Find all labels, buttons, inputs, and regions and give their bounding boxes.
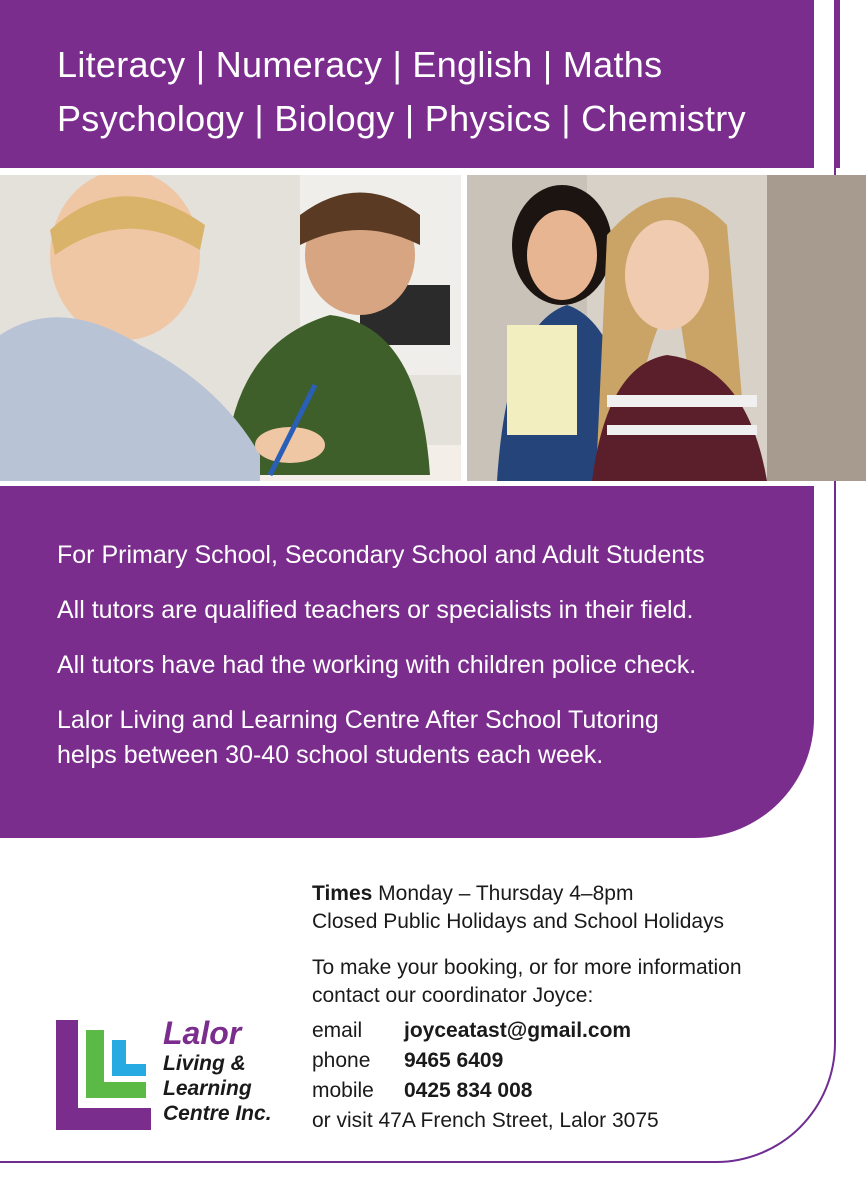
subjects-line-2: Psychology | Biology | Physics | Chemistry: [57, 98, 746, 139]
subjects-line-1: Literacy | Numeracy | English | Maths: [57, 44, 663, 85]
students-helped-line-1: Lalor Living and Learning Centre After School Tutoring: [57, 706, 659, 734]
mobile-label: mobile: [312, 1079, 374, 1102]
info-banner: [0, 486, 814, 838]
subjects-banner: [0, 0, 814, 168]
phone-row: [312, 1046, 792, 1076]
booking-text-1: To make your booking, or for more information: [312, 956, 742, 979]
photo-boys-studying-illustration: [0, 175, 461, 481]
mobile-value[interactable]: 0425 834 008: [404, 1079, 533, 1102]
mobile-row: [312, 1076, 792, 1106]
booking-text-2: contact our coordinator Joyce:: [312, 984, 594, 1007]
times-label: Times: [312, 882, 373, 905]
visit-address: or visit 47A French Street, Lalor 3075: [312, 1109, 659, 1132]
email-row: [312, 1016, 792, 1046]
photo-girls-smiling: [467, 175, 866, 481]
police-check-text: All tutors have had the working with children police check.: [57, 651, 697, 679]
photo-boys-studying: [0, 175, 461, 481]
times-value: Monday – Thursday 4–8pm: [378, 882, 634, 905]
phone-label: phone: [312, 1049, 371, 1072]
logo-line-3: Learning: [163, 1077, 252, 1100]
logo-wordmark: [163, 1015, 272, 1126]
closed-text: Closed Public Holidays and School Holidays: [312, 910, 725, 933]
students-helped-text: [57, 703, 814, 773]
decorative-strip: [834, 0, 840, 168]
email-value[interactable]: joyceatast@gmail.com: [404, 1019, 632, 1042]
logo-line-2: Living &: [163, 1052, 246, 1075]
phone-value[interactable]: 9465 6409: [404, 1049, 504, 1072]
logo-brand: Lalor: [163, 1015, 242, 1051]
students-helped-line-2: helps between 30-40 school students each week.: [57, 741, 604, 769]
photo-girls-smiling-illustration: [467, 175, 866, 481]
logo-line-4: Centre Inc.: [163, 1102, 272, 1125]
contact-info: [312, 880, 792, 1136]
times-line: [312, 880, 792, 908]
audience-text: For Primary School, Secondary School and Adult Students: [57, 541, 705, 569]
email-label: email: [312, 1019, 363, 1042]
tutor-qualification-text: All tutors are qualified teachers or specialists in their field.: [57, 596, 694, 624]
